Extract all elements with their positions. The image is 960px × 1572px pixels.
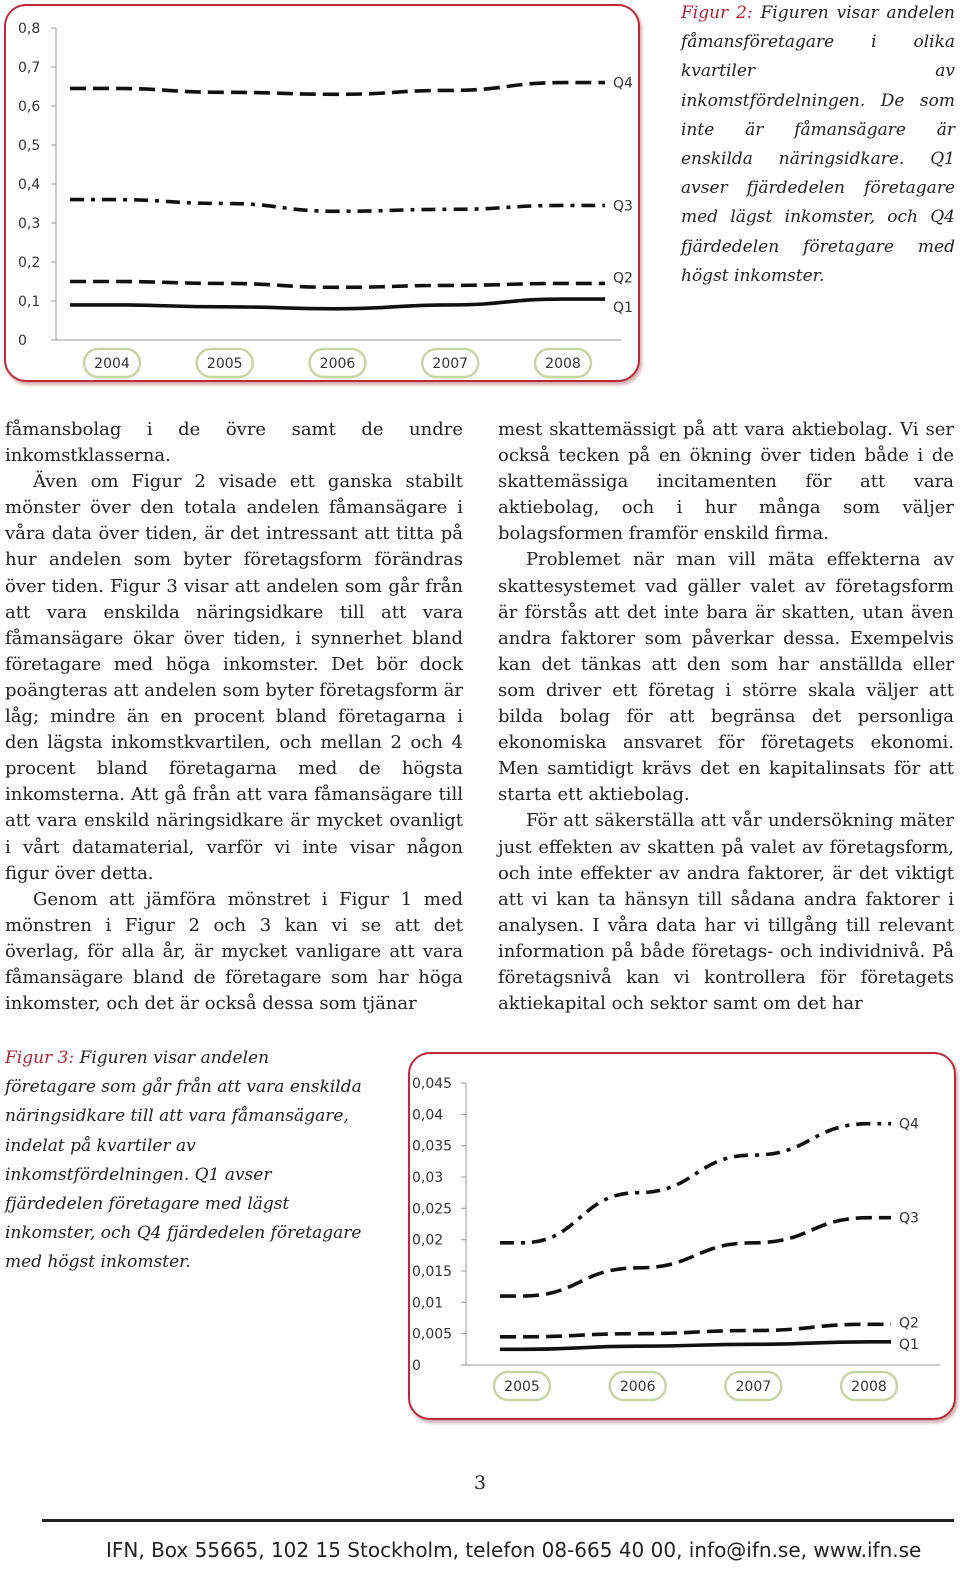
footer-contact: IFN, Box 55665, 102 15 Stockholm, telefon 08-665 40 00, info@ifn.se, www.ifn.se: [106, 1538, 922, 1562]
fig2-series-label-q3: Q3: [613, 198, 633, 215]
fig3-series-q2: [500, 1324, 891, 1337]
figure-3-caption: [5, 1044, 363, 1278]
fig2-y-tick-label: 0,2: [18, 255, 41, 271]
figure-2-plot: [6, 6, 638, 380]
fig3-x-tick-label: 2005: [504, 1379, 540, 1395]
fig3-series-label-q1: Q1: [899, 1336, 919, 1353]
fig2-x-tick-label: 2006: [319, 356, 356, 372]
fig3-series-label-q2: Q2: [899, 1315, 919, 1332]
fig2-series-label-q4: Q4: [613, 75, 633, 92]
fig3-x-tick-label: 2007: [735, 1379, 772, 1395]
fig2-y-tick-label: 0,4: [18, 177, 41, 193]
fig2-y-tick-label: 0,6: [18, 99, 41, 115]
fig3-series-label-q3: Q3: [899, 1210, 919, 1227]
fig3-y-tick-label: 0,025: [412, 1201, 453, 1218]
right-paragraph-3: För att säkerställa att vår undersökning mäter just effekten av skatten på valet av företagsform, och inte effekter av andra faktorer, är det viktigt att vi kan ta hänsyn till sådana andra faktorer i analysen. I våra data har vi tillgång till relevant information på både företags- och individnivå. På företagsnivå kan vi kontrollera för företagets aktiekapital och sektor samt om det har: [498, 810, 954, 1015]
right-paragraph-1: mest skattemässigt på att vara aktiebolag. Vi ser också tecken på en ökning över tiden både i de skattemässiga incitamenten för att vara aktiebolag, och i hur många som väljer bolagsformen framför enskild firma.: [498, 419, 954, 545]
fig3-y-tick-label: 0,02: [412, 1232, 444, 1249]
right-paragraph-2: Problemet när man vill mäta effekterna av skattesystemet vad gäller valet av företagsform är förstås att det inte bara är skatten, utan även andra faktorer som påverkar dessa. Exempelvis kan det tänkas att den som har anställda eller som driver ett företag i större skala väljer att bilda bolag för att begränsa det personliga ekonomiska ansvaret för företagets ekonomi. Men samtidigt krävs det en kapitalinsats för att starta ett aktiebolag.: [498, 549, 954, 806]
fig3-x-tick-label: 2006: [619, 1379, 656, 1395]
fig2-x-tick-label: 2005: [206, 356, 243, 372]
fig2-y-tick-label: 0,7: [18, 60, 41, 76]
fig2-y-tick-label: 0: [18, 333, 27, 349]
left-paragraph-1: fåmansbolag i de övre samt de undre inkomstklasserna.: [5, 419, 463, 467]
fig2-y-tick-label: 0,3: [18, 216, 41, 232]
right-column: [498, 417, 954, 1017]
footer-divider: [42, 1519, 954, 1522]
fig3-y-tick-label: 0,03: [412, 1170, 444, 1186]
figure-3-plot: [410, 1054, 954, 1418]
fig2-x-tick-label: 2004: [94, 356, 130, 372]
left-paragraph-2: Även om Figur 2 visade ett ganska stabilt mönster över den totala andelen fåmansägare i våra data över tiden, är det intressant att titta på hur andelen som byter företagsform förändras över tiden. Figur 3 visar att andelen som går från att vara enskilda näringsidkare till att vara fåmansägare ökar över tiden, i synnerhet bland företagare med höga inkomster. Det bör dock poängteras att andelen som byter företagsform är låg; mindre än en procent bland företagarna i den lägsta inkomstkvartilen, och mellan 2 och 4 procent bland företagarna med de högsta inkomsterna. Att gå från att vara fåmansägare till att vara enskild näringsidkare är mycket ovanligt i vårt datamaterial, varför vi inte visar någon figur över detta.: [5, 471, 464, 884]
figure-2-caption-text: Figuren visar andelen fåmansföretagare i olika kvartiler av inkomstfördelningen. De som inte är fåmansägare är enskilda näringsidkare. Q1 avser fjärdedelen företagare med lägst inkomster, och Q4 fjärdedelen företagare med högst inkomster.: [681, 3, 955, 286]
fig2-x-tick-label: 2008: [545, 356, 581, 372]
figure-2-caption: [681, 0, 955, 291]
fig3-series-label-q4: Q4: [899, 1116, 919, 1133]
fig3-y-tick-label: 0,035: [412, 1138, 453, 1155]
fig2-series-q1: [70, 299, 605, 309]
fig2-y-tick-label: 0,1: [18, 294, 41, 310]
figure-3-label: Figur 3:: [5, 1048, 75, 1068]
left-column: [5, 417, 463, 1017]
fig3-series-q4: [500, 1124, 891, 1243]
figure-2-chart: [4, 4, 640, 382]
fig2-series-label-q1: Q1: [613, 300, 633, 317]
page-number: 3: [473, 1472, 487, 1494]
fig2-series-q2: [70, 282, 605, 288]
fig3-y-tick-label: 0,015: [412, 1264, 453, 1280]
fig3-series-q3: [500, 1218, 891, 1296]
figure-3-chart: [408, 1052, 956, 1420]
fig3-y-tick-label: 0: [412, 1358, 421, 1374]
fig2-series-q4: [70, 83, 605, 95]
fig2-x-tick-label: 2007: [432, 356, 469, 372]
fig2-series-q3: [70, 200, 605, 212]
fig2-y-tick-label: 0,5: [18, 138, 41, 154]
fig2-series-label-q2: Q2: [613, 270, 633, 287]
fig3-x-tick-label: 2008: [851, 1379, 887, 1395]
figure-3-caption-text: Figuren visar andelen företagare som går från att vara enskilda näringsidkare till att vara fåmansägare, indelat på kvartiler av inkomstfördelningen. Q1 avser fjärdedelen företagare med lägst inkomster, och Q4 fjärdedelen företagare med högst inkomster.: [5, 1048, 362, 1273]
fig3-y-tick-label: 0,04: [412, 1107, 444, 1124]
fig3-y-tick-label: 0,005: [412, 1326, 453, 1343]
left-paragraph-3: Genom att jämföra mönstret i Figur 1 med mönstren i Figur 2 och 3 kan vi se att det överlag, för alla år, är mycket vanligare att vara fåmansägare bland de företagare som har höga inkomster, och det är också dessa som tjänar: [5, 888, 463, 1015]
fig2-y-tick-label: 0,8: [18, 21, 41, 37]
fig3-series-q1: [500, 1342, 891, 1350]
fig3-y-tick-label: 0,01: [412, 1295, 444, 1312]
figure-2-label: Figur 2:: [681, 3, 753, 23]
fig3-y-tick-label: 0,045: [412, 1076, 453, 1092]
